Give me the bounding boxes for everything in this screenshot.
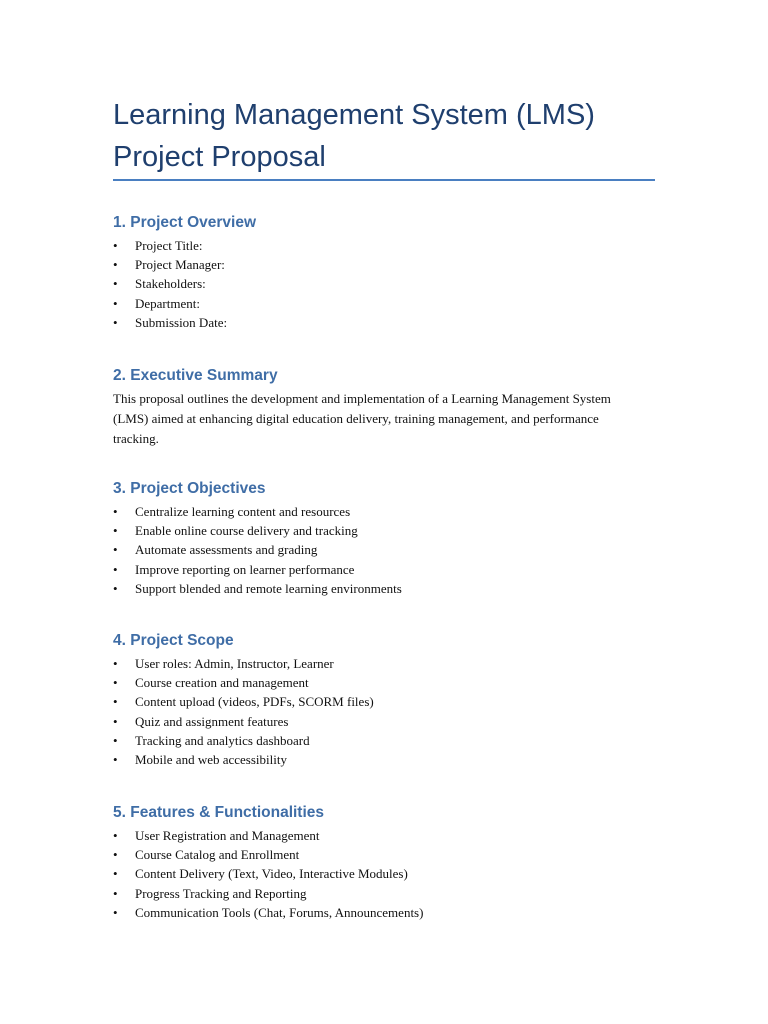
bullet-icon: • xyxy=(113,694,118,710)
list-item: • Improve reporting on learner performance xyxy=(113,560,673,579)
list-item: • Tracking and analytics dashboard xyxy=(113,731,673,750)
bullet-icon: • xyxy=(113,542,118,558)
bullet-icon: • xyxy=(113,276,118,292)
summary-paragraph: This proposal outlines the development and implementation of a Learning Management System (LMS) aimed at enhancing digital education delivery, training management, and performance tracking. xyxy=(113,391,611,446)
list-item: • Stakeholders: xyxy=(113,274,673,293)
title-underline-rule xyxy=(113,179,655,181)
section-heading: 3. Project Objectives xyxy=(113,480,266,497)
bullet-icon: • xyxy=(113,675,118,691)
list-item: • User roles: Admin, Instructor, Learner xyxy=(113,654,673,673)
list-item: • Content upload (videos, PDFs, SCORM files) xyxy=(113,692,673,711)
bullet-list xyxy=(113,502,673,598)
list-item: • Project Title: xyxy=(113,236,673,255)
list-item: • Department: xyxy=(113,294,673,313)
title-line-2: Project Proposal xyxy=(113,141,326,173)
list-item: • Quiz and assignment features xyxy=(113,712,673,731)
section-heading: 4. Project Scope xyxy=(113,632,234,649)
bullet-icon: • xyxy=(113,580,118,596)
list-item: • Automate assessments and grading xyxy=(113,540,673,559)
bullet-icon: • xyxy=(113,866,118,882)
list-item: • Project Manager: xyxy=(113,255,673,274)
bullet-icon: • xyxy=(113,257,118,273)
list-item: • Content Delivery (Text, Video, Interactive Modules) xyxy=(113,864,673,883)
bullet-icon: • xyxy=(113,314,118,330)
bullet-icon: • xyxy=(113,828,118,843)
list-item: • Submission Date: xyxy=(113,313,673,332)
bullet-list xyxy=(113,654,673,769)
section-features-functionalities xyxy=(113,803,673,922)
section-heading: 5. Features & Functionalities xyxy=(113,804,325,821)
bullet-icon: • xyxy=(113,847,118,863)
section-heading: 1. Project Overview xyxy=(113,214,257,231)
section-heading: 2. Executive Summary xyxy=(113,367,278,384)
list-item: • Support blended and remote learning environments xyxy=(113,579,673,598)
title-line-1: Learning Management System (LMS) xyxy=(113,99,595,131)
section-executive-summary xyxy=(113,366,643,448)
list-item: • User Registration and Management xyxy=(113,826,673,845)
bullet-icon: • xyxy=(113,504,118,519)
bullet-icon: • xyxy=(113,656,118,671)
bullet-list xyxy=(113,236,673,332)
section-project-objectives xyxy=(113,479,673,598)
list-item: • Centralize learning content and resources xyxy=(113,502,673,521)
bullet-list xyxy=(113,826,673,922)
list-item: • Course creation and management xyxy=(113,673,673,692)
document-title xyxy=(113,94,658,178)
bullet-icon: • xyxy=(113,752,118,768)
list-item: • Enable online course delivery and tracking xyxy=(113,521,673,540)
bullet-icon: • xyxy=(113,523,118,539)
bullet-icon: • xyxy=(113,732,118,748)
list-item: • Communication Tools (Chat, Forums, Announcements) xyxy=(113,903,673,922)
bullet-icon: • xyxy=(113,904,118,920)
list-item: • Mobile and web accessibility xyxy=(113,750,673,769)
list-item: • Progress Tracking and Reporting xyxy=(113,884,673,903)
bullet-icon: • xyxy=(113,561,118,577)
list-item: • Course Catalog and Enrollment xyxy=(113,845,673,864)
section-project-scope xyxy=(113,631,673,769)
bullet-icon: • xyxy=(113,238,118,253)
bullet-icon: • xyxy=(113,713,118,729)
bullet-icon: • xyxy=(113,885,118,901)
bullet-icon: • xyxy=(113,295,118,311)
section-project-overview xyxy=(113,213,673,332)
